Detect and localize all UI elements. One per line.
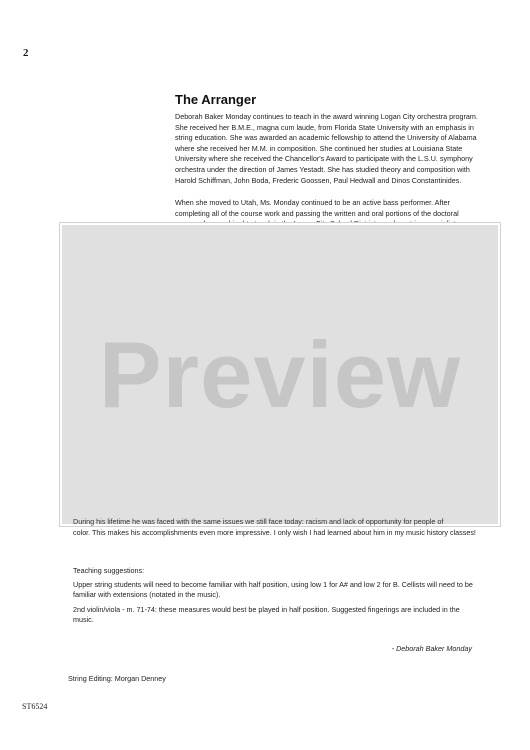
string-editing-credit: String Editing: Morgan Denney (68, 674, 166, 683)
teaching-heading: Teaching suggestions: (73, 566, 145, 575)
section-heading: The Arranger (175, 92, 257, 107)
bio-closing-paragraph: color. This makes his accomplishments even more impressive. I only wish I had learned about him in my music history classes! (73, 528, 476, 537)
teaching-suggestion-1: Upper string students will need to become familiar with half position, using low 1 for A# and low 2 for B. Cellists will need to be familiar with extensions (notated in the music). (73, 580, 473, 600)
author-signature: - Deborah Baker Monday (391, 644, 472, 653)
arranger-paragraph-1: Deborah Baker Monday continues to teach in the award winning Logan City orchestra program. She received her B.M.E., magna cum laude, from Florida State University with an emphasis in string education. She was awarded an academic fellowship to attend the University of Alabama where she received her M.M. in composition. She continued her studies at Louisiana State University where she received the Chancellor's Award to participate with the L.S.U. symphony orchestra under the direction of James Yestadt. She has studied theory and composition with Harold Schiffman, John Boda, Frederic Goossen, Paul Hedwall and Dinos Constantinides. (175, 112, 478, 185)
page-number: 2 (23, 47, 29, 59)
preview-overlay (60, 223, 500, 526)
preview-watermark-text: Preview (98, 321, 462, 427)
catalog-number: ST6524 (22, 702, 48, 711)
obscured-text-line: During his lifetime he was faced with the same issues we still face today: racism and lack of opportunity for people of (73, 517, 444, 526)
arranger-paragraph-2: When she moved to Utah, Ms. Monday continued to be an active bass performer. After completing all of the course work and passing the written and oral portions of the doctoral (175, 198, 459, 218)
teaching-suggestion-2: 2nd violin/viola - m. 71-74: these measures would best be played in half position. Suggested fingerings are included in the music. (73, 605, 460, 625)
